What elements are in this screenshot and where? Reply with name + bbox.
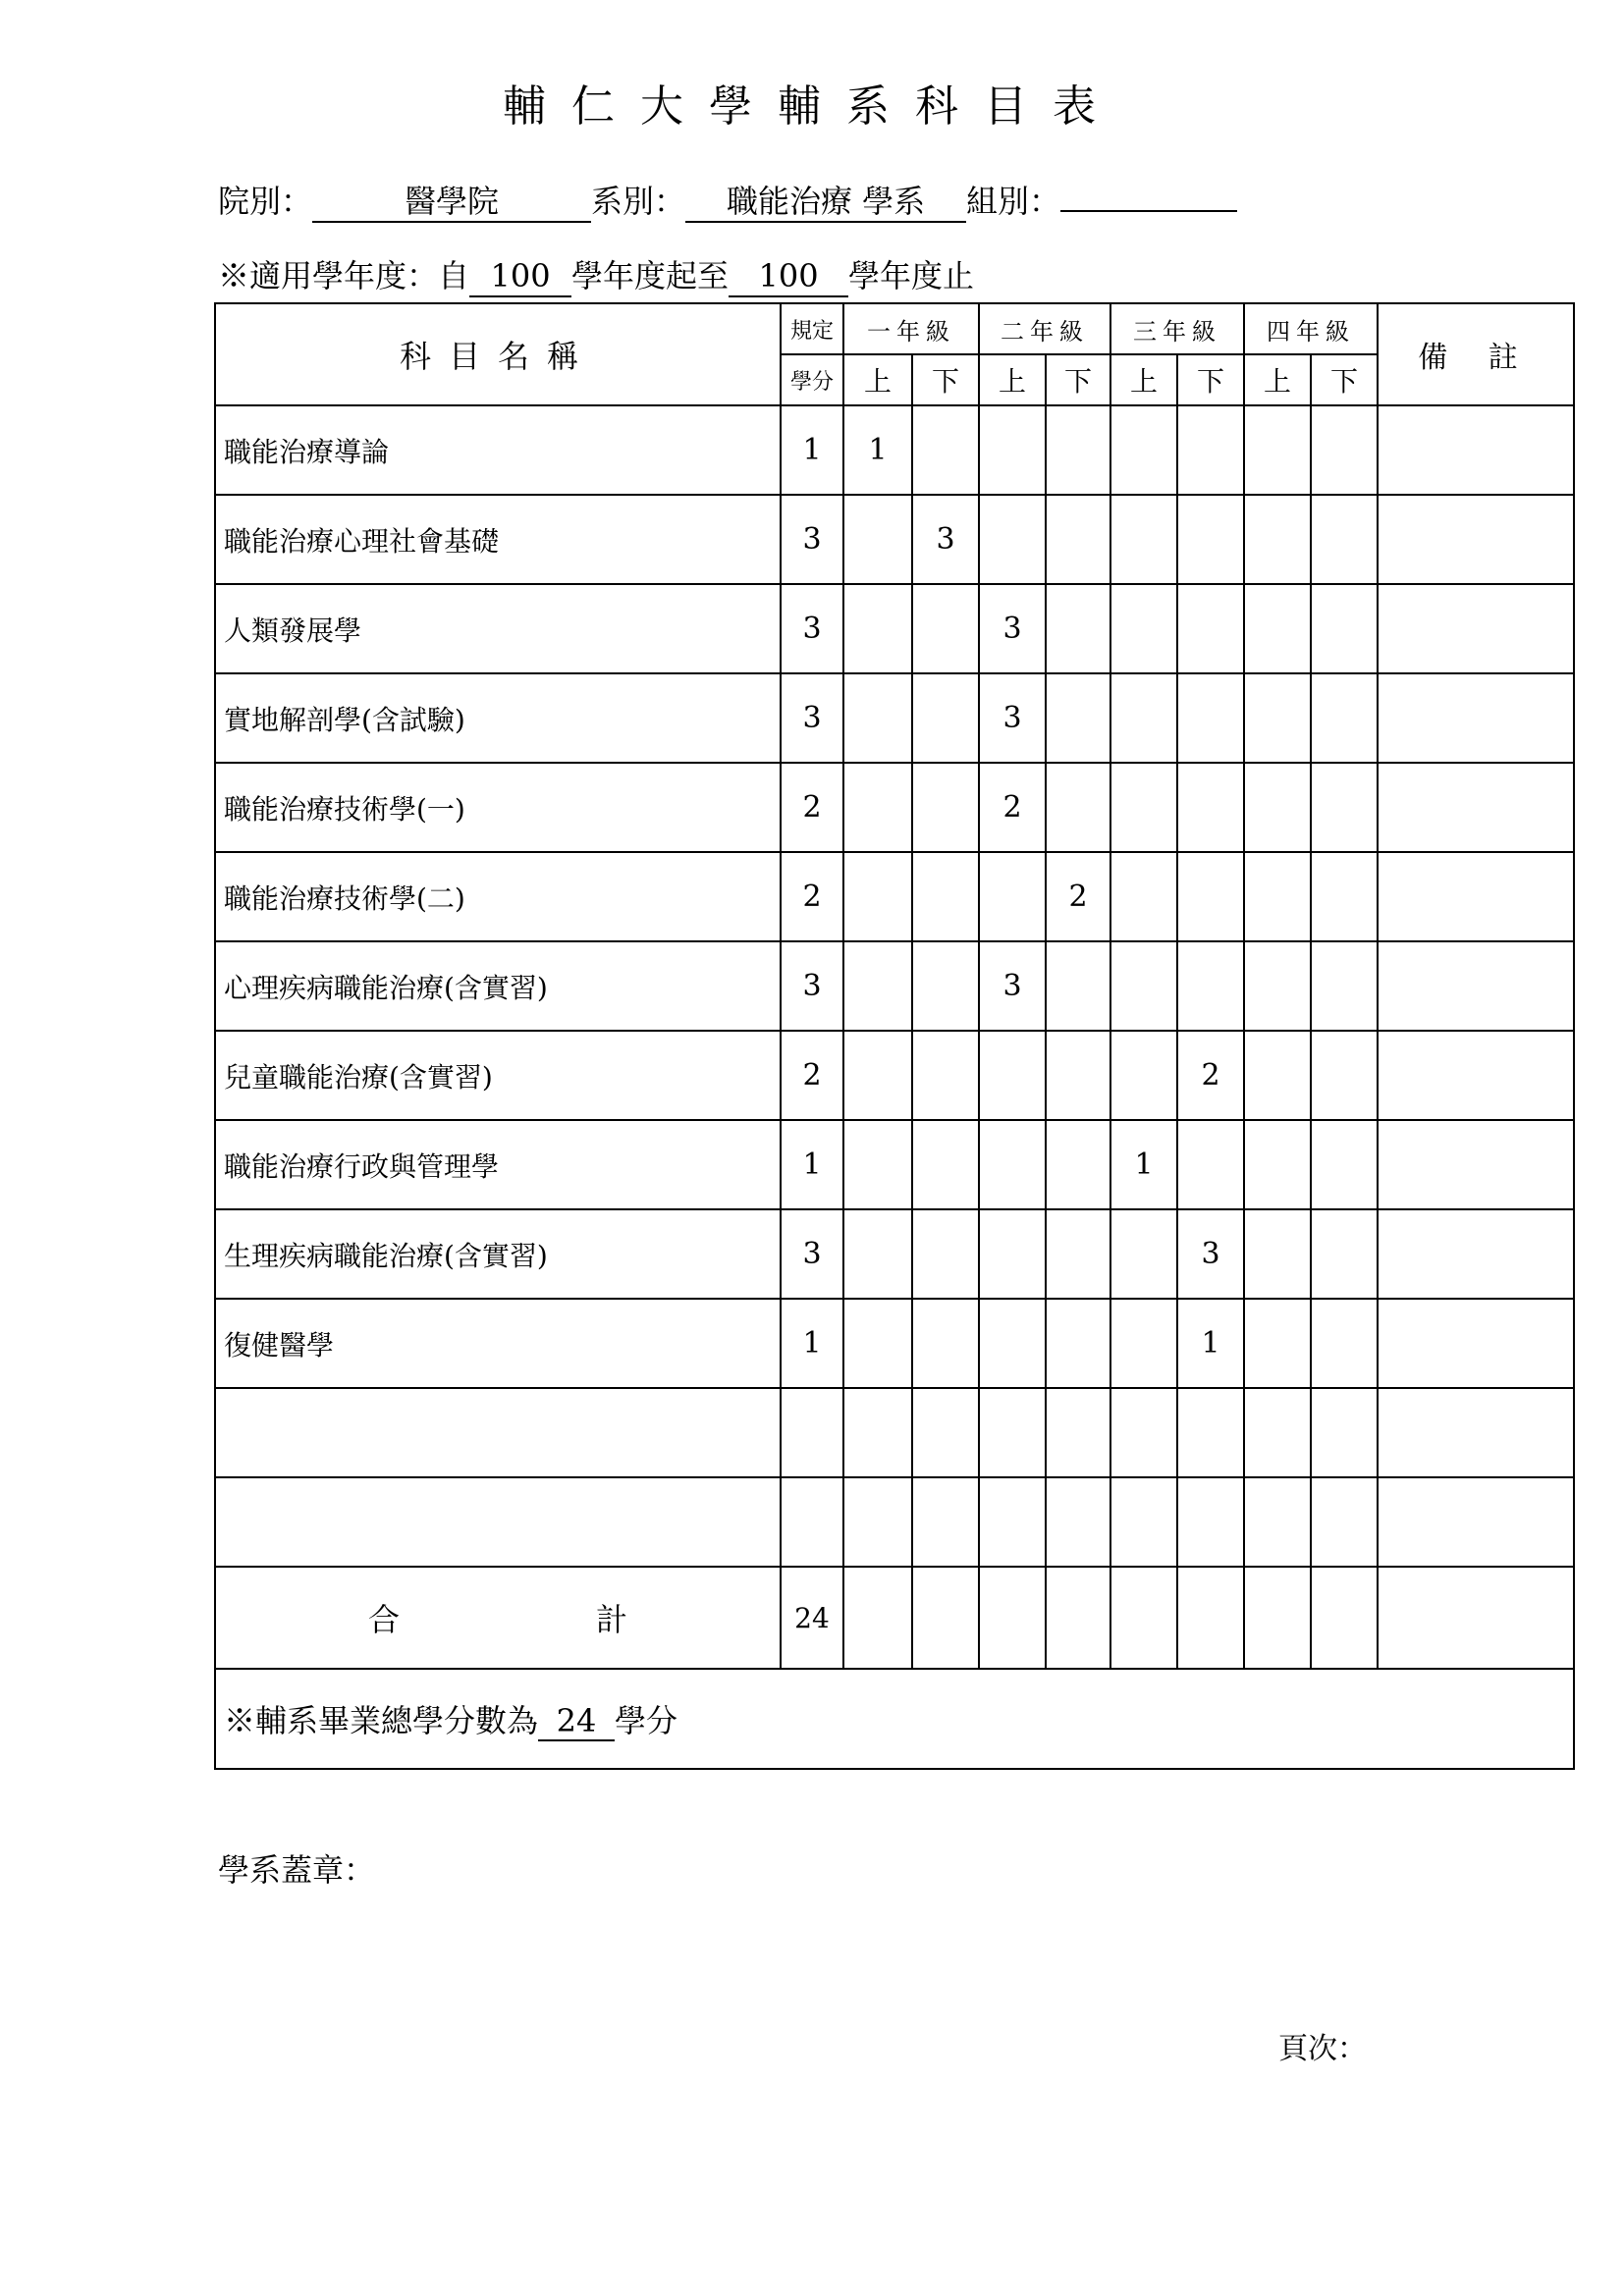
term-credit-cell	[1311, 584, 1378, 673]
college-value: 醫學院	[312, 182, 591, 223]
term-credit-cell	[1244, 495, 1311, 584]
course-remark	[1378, 405, 1574, 495]
term-credit-cell	[1177, 1388, 1244, 1477]
year-start: 100	[469, 256, 571, 297]
course-remark	[1378, 1120, 1574, 1209]
header-term-upper: 上	[1110, 354, 1177, 405]
term-credit-cell: 2	[979, 763, 1046, 852]
term-credit-cell	[843, 1388, 912, 1477]
course-credits: 3	[781, 673, 843, 763]
course-credits: 1	[781, 1299, 843, 1388]
header-term-lower: 下	[912, 354, 979, 405]
term-credit-cell	[843, 1120, 912, 1209]
course-name: 生理疾病職能治療(含實習)	[215, 1209, 781, 1299]
year-suffix: 學年度止	[848, 257, 975, 294]
term-credit-cell	[912, 1209, 979, 1299]
term-credit-cell: 3	[1177, 1209, 1244, 1299]
total-label-1: 合	[367, 1601, 400, 1638]
term-credit-cell	[1311, 1388, 1378, 1477]
header-term-lower: 下	[1177, 354, 1244, 405]
course-remark	[1378, 941, 1574, 1031]
summary-prefix: ※輔系畢業總學分數為	[224, 1702, 539, 1739]
term-credit-cell	[843, 495, 912, 584]
term-credit-cell	[1110, 1388, 1177, 1477]
course-name: 復健醫學	[215, 1299, 781, 1388]
summary-suffix: 學分	[615, 1702, 678, 1739]
course-credits: 3	[781, 1209, 843, 1299]
term-credit-cell	[979, 852, 1046, 941]
term-credit-cell	[1177, 763, 1244, 852]
course-name: 職能治療導論	[215, 405, 781, 495]
term-credit-cell	[1046, 1120, 1110, 1209]
term-credit-cell	[1244, 1209, 1311, 1299]
course-remark	[1378, 1477, 1574, 1567]
term-credit-cell	[979, 495, 1046, 584]
term-credit-cell	[1311, 405, 1378, 495]
term-credit-cell	[1046, 495, 1110, 584]
course-credits: 3	[781, 584, 843, 673]
term-credit-cell	[912, 763, 979, 852]
table-row	[215, 495, 1574, 584]
term-credit-cell	[1244, 405, 1311, 495]
term-credit-cell	[1311, 1031, 1378, 1120]
term-credit-cell	[1177, 405, 1244, 495]
term-credit-cell	[1110, 941, 1177, 1031]
term-credit-cell	[1046, 584, 1110, 673]
table-row	[215, 763, 1574, 852]
header-term-upper: 上	[843, 354, 912, 405]
term-credit-cell	[912, 941, 979, 1031]
header-year-2: 二年級	[979, 303, 1110, 354]
term-credit-cell	[1311, 1299, 1378, 1388]
term-credit-cell: 2	[1177, 1031, 1244, 1120]
term-credit-cell	[1244, 1120, 1311, 1209]
term-credit-cell	[1244, 852, 1311, 941]
term-credit-cell	[1244, 1477, 1311, 1567]
header-year-3: 三年級	[1110, 303, 1244, 354]
academic-year-line	[218, 251, 974, 297]
table-row	[215, 1477, 1574, 1567]
term-credit-cell	[1177, 495, 1244, 584]
header-term-upper: 上	[1244, 354, 1311, 405]
course-name	[215, 1388, 781, 1477]
course-name: 職能治療行政與管理學	[215, 1120, 781, 1209]
course-remark	[1378, 584, 1574, 673]
header-row-1	[215, 303, 1574, 354]
term-credit-cell	[1110, 1209, 1177, 1299]
term-credit-cell	[1110, 1031, 1177, 1120]
year-mid: 學年度起至	[571, 257, 730, 294]
page-number-label: 頁次：	[1278, 2032, 1367, 2066]
term-credit-cell	[1046, 1477, 1110, 1567]
term-credit-cell	[1177, 1120, 1244, 1209]
course-credits	[781, 1388, 843, 1477]
term-credit-cell	[843, 1209, 912, 1299]
term-credit-cell	[1110, 405, 1177, 495]
course-credits: 1	[781, 1120, 843, 1209]
term-credit-cell	[979, 1299, 1046, 1388]
course-name: 兒童職能治療(含實習)	[215, 1031, 781, 1120]
course-remark	[1378, 763, 1574, 852]
term-credit-cell	[979, 1120, 1046, 1209]
department-stamp-label: 學系蓋章：	[218, 1851, 376, 1889]
term-credit-cell	[979, 1031, 1046, 1120]
course-remark	[1378, 673, 1574, 763]
total-cell	[979, 1567, 1046, 1669]
term-credit-cell	[843, 673, 912, 763]
header-year-4: 四年級	[1244, 303, 1378, 354]
total-cell	[1244, 1567, 1311, 1669]
term-credit-cell	[1177, 941, 1244, 1031]
term-credit-cell	[1046, 941, 1110, 1031]
term-credit-cell	[1244, 673, 1311, 763]
term-credit-cell	[1110, 495, 1177, 584]
course-remark	[1378, 1388, 1574, 1477]
total-cell	[1177, 1567, 1244, 1669]
course-credits	[781, 1477, 843, 1567]
term-credit-cell	[1311, 763, 1378, 852]
course-rows	[215, 405, 1574, 1567]
term-credit-cell	[912, 1299, 979, 1388]
course-credits: 3	[781, 941, 843, 1031]
college-dept-line	[218, 177, 1237, 223]
course-credits: 2	[781, 1031, 843, 1120]
term-credit-cell	[979, 405, 1046, 495]
term-credit-cell	[1244, 763, 1311, 852]
term-credit-cell	[1311, 1477, 1378, 1567]
term-credit-cell	[1046, 1031, 1110, 1120]
term-credit-cell	[1046, 1209, 1110, 1299]
course-remark	[1378, 852, 1574, 941]
term-credit-cell	[1110, 673, 1177, 763]
header-course-name: 科目名稱	[215, 303, 781, 405]
header-term-upper: 上	[979, 354, 1046, 405]
year-end: 100	[729, 256, 848, 297]
table-row	[215, 673, 1574, 763]
table-row	[215, 1209, 1574, 1299]
course-credits: 3	[781, 495, 843, 584]
table-row	[215, 1120, 1574, 1209]
term-credit-cell	[1110, 1299, 1177, 1388]
term-credit-cell	[1244, 584, 1311, 673]
term-credit-cell	[1244, 1388, 1311, 1477]
term-credit-cell	[1046, 1299, 1110, 1388]
header-remarks: 備 註	[1378, 303, 1574, 405]
term-credit-cell	[1311, 1209, 1378, 1299]
header-term-lower: 下	[1311, 354, 1378, 405]
dept-value: 職能治療 學系	[685, 182, 966, 223]
header-credit-bottom: 學分	[781, 354, 843, 405]
term-credit-cell	[1244, 941, 1311, 1031]
term-credit-cell	[1311, 852, 1378, 941]
course-credits: 2	[781, 852, 843, 941]
term-credit-cell: 1	[1110, 1120, 1177, 1209]
table-row	[215, 1031, 1574, 1120]
term-credit-cell: 3	[912, 495, 979, 584]
table-row	[215, 852, 1574, 941]
term-credit-cell	[979, 1388, 1046, 1477]
term-credit-cell	[843, 763, 912, 852]
term-credit-cell	[1177, 852, 1244, 941]
term-credit-cell	[912, 1388, 979, 1477]
term-credit-cell	[1244, 1299, 1311, 1388]
term-credit-cell	[1046, 673, 1110, 763]
term-credit-cell	[1046, 763, 1110, 852]
term-credit-cell	[1046, 405, 1110, 495]
term-credit-cell	[1311, 495, 1378, 584]
course-remark	[1378, 1031, 1574, 1120]
year-prefix: ※適用學年度：自	[218, 257, 470, 294]
course-name: 職能治療心理社會基礎	[215, 495, 781, 584]
summary-row	[215, 1669, 1574, 1769]
term-credit-cell	[843, 1031, 912, 1120]
term-credit-cell	[843, 1477, 912, 1567]
term-credit-cell	[912, 1477, 979, 1567]
group-label: 組別：	[966, 183, 1061, 220]
table-row	[215, 584, 1574, 673]
table-row	[215, 941, 1574, 1031]
graduation-credit-summary	[215, 1669, 1574, 1769]
total-cell	[1046, 1567, 1110, 1669]
group-value	[1060, 210, 1237, 212]
total-label-2: 計	[596, 1601, 628, 1638]
college-label: 院別：	[218, 183, 313, 220]
term-credit-cell: 2	[1046, 852, 1110, 941]
course-remark	[1378, 495, 1574, 584]
term-credit-cell	[979, 1477, 1046, 1567]
term-credit-cell	[843, 584, 912, 673]
total-row	[215, 1567, 1574, 1669]
course-name: 實地解剖學(含試驗)	[215, 673, 781, 763]
term-credit-cell	[1046, 1388, 1110, 1477]
course-table	[214, 302, 1575, 1770]
term-credit-cell	[1110, 584, 1177, 673]
total-cell	[912, 1567, 979, 1669]
term-credit-cell	[1177, 673, 1244, 763]
total-credits: 24	[781, 1567, 843, 1669]
term-credit-cell: 3	[979, 941, 1046, 1031]
term-credit-cell	[843, 1299, 912, 1388]
term-credit-cell	[1244, 1031, 1311, 1120]
term-credit-cell: 1	[843, 405, 912, 495]
header-term-lower: 下	[1046, 354, 1110, 405]
term-credit-cell	[843, 852, 912, 941]
term-credit-cell	[843, 941, 912, 1031]
term-credit-cell	[1177, 584, 1244, 673]
course-remark	[1378, 1299, 1574, 1388]
total-cell	[1311, 1567, 1378, 1669]
term-credit-cell	[912, 1031, 979, 1120]
term-credit-cell	[1110, 852, 1177, 941]
course-name: 心理疾病職能治療(含實習)	[215, 941, 781, 1031]
term-credit-cell	[912, 584, 979, 673]
term-credit-cell: 3	[979, 673, 1046, 763]
term-credit-cell	[1311, 673, 1378, 763]
course-name	[215, 1477, 781, 1567]
total-label	[215, 1567, 781, 1669]
table-row	[215, 1388, 1574, 1477]
page-title: 輔仁大學輔系科目表	[503, 81, 1121, 132]
total-remark	[1378, 1567, 1574, 1669]
course-name: 人類發展學	[215, 584, 781, 673]
header-year-1: 一年級	[843, 303, 979, 354]
course-name: 職能治療技術學(二)	[215, 852, 781, 941]
header-credit-top: 規定	[781, 303, 843, 354]
course-remark	[1378, 1209, 1574, 1299]
table-row	[215, 1299, 1574, 1388]
term-credit-cell	[1110, 1477, 1177, 1567]
term-credit-cell	[912, 1120, 979, 1209]
term-credit-cell	[1311, 941, 1378, 1031]
summary-value: 24	[538, 1702, 615, 1741]
course-credits: 1	[781, 405, 843, 495]
term-credit-cell	[912, 852, 979, 941]
term-credit-cell	[1311, 1120, 1378, 1209]
course-credits: 2	[781, 763, 843, 852]
table-row	[215, 405, 1574, 495]
term-credit-cell	[912, 405, 979, 495]
total-cell	[843, 1567, 912, 1669]
term-credit-cell	[1110, 763, 1177, 852]
dept-label: 系別：	[591, 183, 686, 220]
term-credit-cell	[1177, 1477, 1244, 1567]
term-credit-cell	[912, 673, 979, 763]
term-credit-cell: 3	[979, 584, 1046, 673]
course-name: 職能治療技術學(一)	[215, 763, 781, 852]
term-credit-cell	[979, 1209, 1046, 1299]
total-cell	[1110, 1567, 1177, 1669]
term-credit-cell: 1	[1177, 1299, 1244, 1388]
